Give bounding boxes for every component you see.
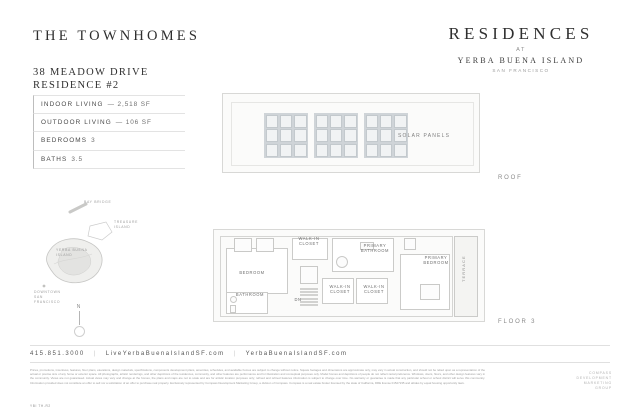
label-walk-in-closet-2: WALK-IN CLOSET [329, 284, 351, 295]
compass-north-label: N [76, 304, 82, 310]
map-label-yerba-buena-island: YERBA BUENA ISLAND [56, 248, 88, 257]
logo-line-4: GROUP [595, 386, 612, 390]
residences-logo-block [426, 24, 616, 73]
page-title: THE TOWNHOMES [33, 28, 201, 44]
divider-dot: | [93, 351, 97, 357]
terrace-area [454, 236, 478, 317]
floor-plan-caption: FLOOR 3 [498, 319, 537, 325]
label-primary-bedroom: PRIMARY BEDROOM [423, 255, 449, 266]
contact-bar [30, 345, 610, 363]
label-terrace: TERRACE [461, 255, 466, 282]
spec-label: BEDROOMS [41, 137, 88, 145]
label-stair-dn: DN [294, 297, 302, 302]
phone-number[interactable]: 415.851.3000 [30, 351, 85, 357]
sheet-id: YBI TH-R2 [30, 404, 51, 408]
island-locator-map [28, 198, 188, 333]
website-link-2[interactable]: YerbaBuenaIslandSF.com [245, 351, 348, 357]
address-block [33, 66, 149, 92]
spec-row [33, 95, 185, 114]
sink-counter-fixture [404, 238, 416, 250]
residences-city: SAN FRANCISCO [492, 68, 550, 73]
logo-line-1: COMPASS [588, 371, 612, 375]
label-walk-in-closet-1: WALK-IN CLOSET [298, 236, 320, 247]
toilet-fixture [230, 305, 236, 313]
solar-panels-label: SOLAR PANELS [398, 133, 451, 139]
stair-landing [300, 266, 318, 284]
compass-ring [74, 326, 85, 337]
spec-label: INDOOR LIVING [41, 100, 104, 108]
residences-at: AT [516, 47, 526, 53]
spec-row [33, 114, 185, 133]
map-label-bay-bridge: BAY BRIDGE [84, 200, 112, 204]
spec-label: OUTDOOR LIVING [41, 118, 112, 126]
map-label-treasure-island: TREASURE ISLAND [114, 220, 139, 229]
address-line-2: RESIDENCE #2 [33, 80, 120, 91]
disclaimer-text: Prices, promotions, incentives, features, floor plans, elevations, design materials, specifications, components development plans, amenities, schedules, and available homes are subject to change without notice. Square footages and dimensions are approximate only, may vary in actual construction, and should not be relied upon as a representation of the actual or precise size of any home or exterior space. All photographs, artistic renderings, and other depictions of the residences, community, and other features are performance and for illustration and conceptual purposes only. Model homes and depictions of people do not reflect racial preference. Windows, doors, floors, and other design features vary in the community. Views are not guaranteed. Actual views may vary and change at the homes, the plans and maps are not to scale and are for artistic location purposes only; refined and refined features information is subject to change over time. No warranty or guarantee is made that any particular school or school district will serve this community. Information provided does not constitute an offer to sell nor a solicitation of an offer to purchase real property. Exclusively represented by Compass Development Marketing Group, a division of Compass. Compass is a real estate broker licensed by the state of California, DRE license 01527235 and abides by equal housing opportunity laws. [30, 368, 485, 385]
residences-location: YERBA BUENA ISLAND [457, 56, 585, 65]
address-line-1: 38 MEADOW DRIVE [33, 67, 149, 78]
compass-needle [79, 311, 80, 325]
roof-plan-caption: ROOF [498, 175, 523, 181]
solar-panel-block [264, 113, 308, 158]
spec-value: 3 [91, 137, 96, 145]
compass-logo-block [576, 371, 612, 391]
solar-panel-array [264, 113, 408, 158]
label-primary-bathroom: PRIMARY BATHROOM [360, 243, 390, 254]
logo-line-3: MARKETING [583, 381, 612, 385]
divider-dot: | [233, 351, 237, 357]
solar-panel-block [314, 113, 358, 158]
spec-value: 3.5 [71, 155, 83, 163]
bed-fixture [256, 238, 274, 252]
label-bathroom: BATHROOM [235, 292, 265, 297]
spec-label: BATHS [41, 155, 68, 163]
spec-value: — 106 SF [115, 118, 152, 126]
map-label-downtown-sf: DOWNTOWN SAN FRANCISCO [34, 290, 61, 304]
tub-fixture [336, 256, 348, 268]
compass-icon [68, 304, 90, 337]
bed-fixture [234, 238, 252, 252]
spec-row [33, 151, 185, 170]
residences-title: RESIDENCES [448, 24, 594, 43]
label-walk-in-closet-3: WALK-IN CLOSET [363, 284, 385, 295]
logo-line-2: DEVELOPMENT [576, 376, 612, 380]
spec-list [33, 95, 185, 169]
spec-row [33, 132, 185, 151]
spec-value: — 2,518 SF [107, 100, 151, 108]
bed-fixture [420, 284, 440, 300]
floor-plan [213, 229, 485, 322]
label-bedroom: BEDROOM [239, 270, 265, 275]
website-link-1[interactable]: LiveYerbaBuenaIslandSF.com [105, 351, 225, 357]
